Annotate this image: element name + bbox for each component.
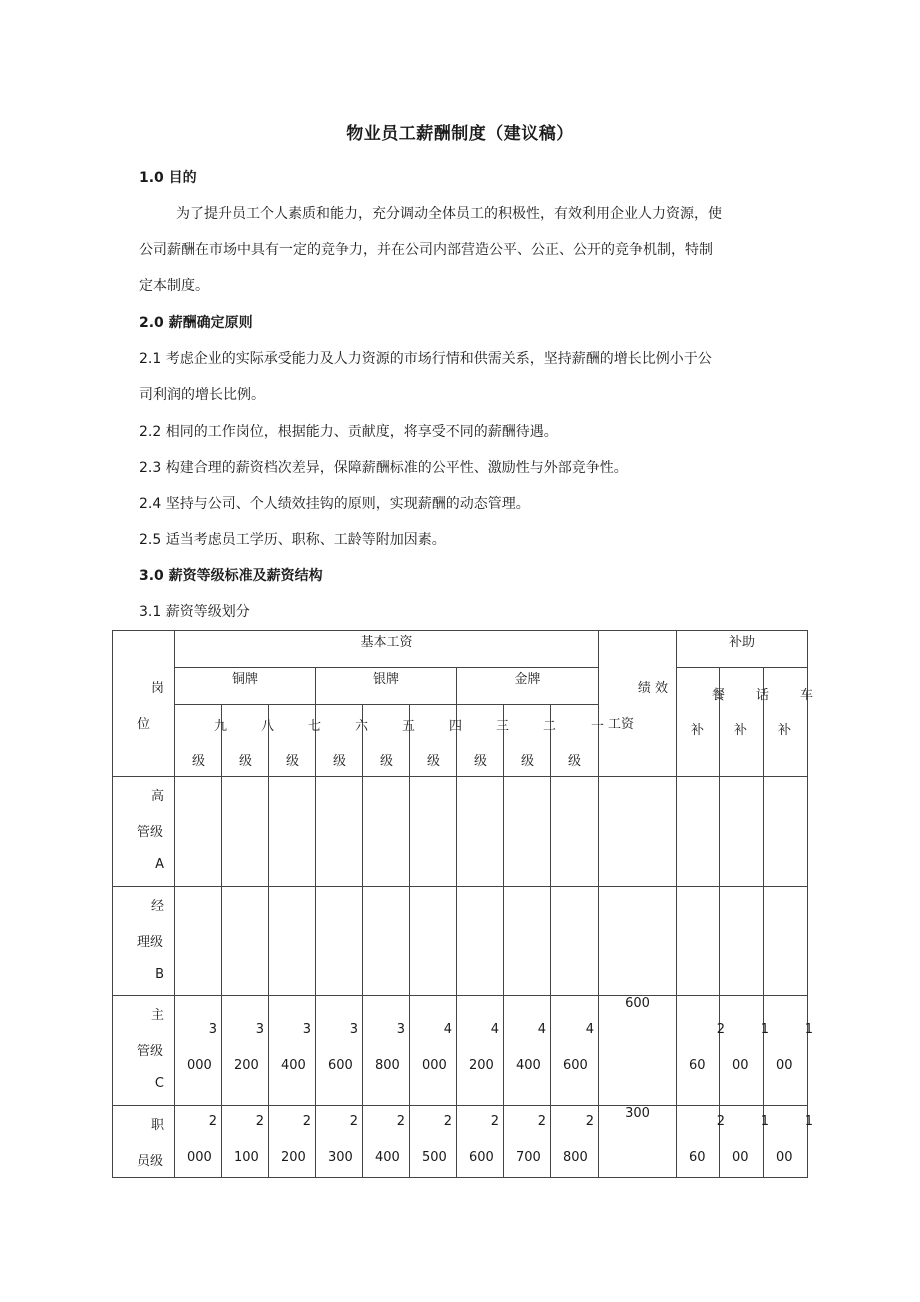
wage-cell [551, 777, 599, 887]
performance-value: 600 [625, 996, 650, 1011]
wage-value-high: 4 [537, 1022, 546, 1037]
grade-suffix: 级 [380, 754, 394, 769]
wage-cell [363, 996, 410, 1106]
wage-value-high: 2 [443, 1114, 452, 1129]
allowance-meal-top: 餐 [711, 688, 725, 703]
wage-value-low: 000 [422, 1058, 447, 1073]
table-row-manager [113, 887, 808, 996]
row-label-line: 理级 [137, 935, 164, 950]
wage-cell [551, 887, 599, 996]
allowance-value-low: 00 [732, 1058, 749, 1073]
grade-suffix: 级 [239, 754, 253, 769]
header-allowance [677, 631, 808, 668]
wage-value-low: 500 [422, 1150, 447, 1165]
allowance-value-low: 60 [689, 1150, 706, 1165]
wage-value-low: 800 [375, 1058, 400, 1073]
header-allowance-phone [720, 668, 769, 777]
wage-cell [269, 777, 316, 887]
allowance-value-high: 1 [804, 1114, 813, 1129]
header-performance-bottom: 工资 [608, 717, 635, 732]
wage-value-high: 3 [396, 1022, 405, 1037]
grade-header-cell [222, 705, 274, 777]
wage-value-high: 3 [255, 1022, 264, 1037]
wage-value-low: 400 [516, 1058, 541, 1073]
wage-value-high: 2 [302, 1114, 311, 1129]
allowance-transport-top: 车 [799, 688, 813, 703]
allowance-value-low: 00 [776, 1058, 793, 1073]
header-position [113, 631, 175, 777]
grade-header-cell [410, 705, 462, 777]
principle-2-2: 2.2 相同的工作岗位，根据能力、贡献度，将享受不同的薪酬待遇。 [139, 424, 558, 440]
allowance-meal-cell [677, 777, 720, 887]
principle-2-1-line-2: 司利润的增长比例。 [139, 387, 265, 403]
principle-2-5: 2.5 适当考虑员工学历、职称、工龄等附加因素。 [139, 532, 446, 548]
row-label-line: 高 [150, 789, 164, 804]
wage-value-high: 2 [396, 1114, 405, 1129]
header-basic-wage-label: 基本工资 [360, 635, 413, 650]
header-allowance-transport [764, 668, 813, 777]
grade-number: 五 [401, 719, 415, 734]
wage-value-low: 600 [469, 1150, 494, 1165]
wage-value-low: 200 [281, 1150, 306, 1165]
wage-cell [504, 887, 551, 996]
wage-cell [175, 996, 222, 1106]
wage-value-low: 000 [187, 1058, 212, 1073]
grade-suffix: 级 [286, 754, 300, 769]
allowance-transport-cell [764, 887, 808, 996]
wage-value-low: 400 [281, 1058, 306, 1073]
header-allowance-meal [677, 668, 725, 777]
wage-cell [410, 996, 457, 1106]
allowance-value-high: 1 [760, 1022, 769, 1037]
wage-cell [222, 1106, 269, 1178]
allowance-transport-cell [764, 996, 813, 1106]
row-label-line: 主 [150, 1008, 164, 1023]
performance-cell [599, 1106, 677, 1178]
wage-cell [316, 777, 363, 887]
wage-cell [410, 887, 457, 996]
grade-header-cell [504, 705, 556, 777]
wage-value-high: 4 [443, 1022, 452, 1037]
wage-value-low: 300 [328, 1150, 353, 1165]
allowance-transport-cell [764, 1106, 813, 1178]
wage-cell [269, 887, 316, 996]
allowance-value-high: 2 [716, 1022, 725, 1037]
wage-cell [504, 996, 551, 1106]
subsection-grade-division: 3.1 薪资等级划分 [139, 604, 250, 620]
salary-grade-table [112, 630, 813, 1178]
wage-value-low: 200 [234, 1058, 259, 1073]
allowance-phone-cell [720, 1106, 769, 1178]
grade-header-cell [457, 705, 509, 777]
wage-cell [504, 777, 551, 887]
grade-number: 八 [260, 719, 274, 734]
allowance-phone-cell [720, 996, 769, 1106]
wage-cell [316, 1106, 363, 1178]
allowance-transport-cell [764, 777, 808, 887]
wage-value-low: 800 [563, 1150, 588, 1165]
wage-value-high: 3 [208, 1022, 217, 1037]
grade-header-cell [363, 705, 415, 777]
wage-value-low: 400 [375, 1150, 400, 1165]
grade-suffix: 级 [474, 754, 488, 769]
wage-value-high: 2 [255, 1114, 264, 1129]
allowance-phone-cell [720, 777, 764, 887]
table-row-staff [113, 1106, 808, 1178]
purpose-line-1: 为了提升员工个人素质和能力，充分调动全体员工的积极性，有效利用企业人力资源，使 [176, 206, 722, 222]
wage-value-high: 2 [490, 1114, 499, 1129]
wage-cell [363, 777, 410, 887]
allowance-meal-cell [677, 1106, 725, 1178]
row-label-line: B [155, 967, 164, 982]
header-gold-label: 金牌 [514, 672, 541, 687]
performance-cell [599, 996, 677, 1106]
wage-cell [222, 887, 269, 996]
wage-value-high: 2 [208, 1114, 217, 1129]
grade-header-cell [551, 705, 604, 777]
row-label-line: 员级 [137, 1154, 164, 1169]
wage-cell [222, 777, 269, 887]
wage-value-low: 200 [469, 1058, 494, 1073]
principle-2-3: 2.3 构建合理的薪资档次差异，保障薪酬标准的公平性、激励性与外部竞争性。 [139, 460, 628, 476]
wage-cell [363, 887, 410, 996]
section-heading-salary-structure: 3.0 薪资等级标准及薪资结构 [139, 568, 323, 584]
wage-cell [457, 1106, 504, 1178]
grade-number: 二 [542, 719, 556, 734]
section-heading-purpose: 1.0 目的 [139, 170, 197, 186]
wage-cell [363, 1106, 410, 1178]
grade-number: 四 [448, 719, 462, 734]
wage-value-low: 600 [328, 1058, 353, 1073]
wage-cell [316, 887, 363, 996]
header-silver-label: 银牌 [372, 672, 399, 687]
header-basic-wage [175, 631, 599, 668]
row-label-line: C [154, 1076, 164, 1091]
row-label [113, 1106, 175, 1178]
performance-cell [599, 887, 677, 996]
allowance-meal-bottom: 补 [691, 723, 705, 738]
table-row-supervisor [113, 996, 808, 1106]
allowance-value-low: 00 [732, 1150, 749, 1165]
grade-suffix: 级 [427, 754, 441, 769]
grade-number: 六 [354, 719, 368, 734]
allowance-phone-bottom: 补 [734, 723, 748, 738]
wage-cell [269, 996, 316, 1106]
row-label-line: 管级 [137, 825, 164, 840]
row-label-line: 管级 [137, 1044, 164, 1059]
grade-suffix: 级 [568, 754, 582, 769]
allowance-meal-cell [677, 996, 725, 1106]
grade-suffix: 级 [192, 754, 206, 769]
principle-2-1-line-1: 2.1 考虑企业的实际承受能力及人力资源的市场行情和供需关系，坚持薪酬的增长比例小于公 [139, 351, 712, 367]
wage-cell [410, 1106, 457, 1178]
wage-value-high: 4 [585, 1022, 594, 1037]
header-silver [316, 668, 457, 705]
row-label-line: A [155, 857, 164, 872]
row-label-line: 经 [150, 899, 164, 914]
wage-value-low: 700 [516, 1150, 541, 1165]
grade-number: 七 [307, 719, 321, 734]
wage-cell [269, 1106, 316, 1178]
performance-cell [599, 777, 677, 887]
wage-value-high: 2 [349, 1114, 358, 1129]
wage-cell [457, 887, 504, 996]
performance-value: 300 [625, 1106, 650, 1121]
wage-cell [175, 777, 222, 887]
wage-value-low: 100 [234, 1150, 259, 1165]
wage-cell [457, 996, 504, 1106]
row-label [113, 887, 175, 996]
header-position-bottom: 位 [137, 717, 151, 732]
grade-suffix: 级 [333, 754, 347, 769]
wage-value-high: 4 [490, 1022, 499, 1037]
row-label [113, 777, 175, 887]
purpose-line-2: 公司薪酬在市场中具有一定的竞争力，并在公司内部营造公平、公正、公开的竞争机制，特制 [139, 242, 713, 258]
wage-cell [457, 777, 504, 887]
grade-header-cell [269, 705, 321, 777]
purpose-line-3: 定本制度。 [139, 278, 209, 294]
wage-cell [175, 1106, 222, 1178]
document-title: 物业员工薪酬制度（建议稿） [346, 124, 574, 144]
row-label [113, 996, 175, 1106]
header-performance-top: 绩 效 [637, 681, 668, 696]
grade-number: 一 [590, 719, 604, 734]
allowance-value-high: 1 [804, 1022, 813, 1037]
wage-cell [551, 996, 599, 1106]
allowance-value-low: 00 [776, 1150, 793, 1165]
wage-cell [316, 996, 363, 1106]
grade-header-cell [316, 705, 368, 777]
header-bronze [175, 668, 316, 705]
wage-value-high: 2 [537, 1114, 546, 1129]
wage-cell [410, 777, 457, 887]
section-heading-principles: 2.0 薪酬确定原则 [139, 315, 253, 331]
wage-value-high: 3 [302, 1022, 311, 1037]
header-allowance-label: 补助 [728, 635, 755, 650]
header-performance [599, 631, 677, 777]
grade-header-cell [175, 705, 227, 777]
header-bronze-label: 铜牌 [231, 672, 258, 687]
allowance-transport-bottom: 补 [778, 723, 792, 738]
wage-value-high: 2 [585, 1114, 594, 1129]
allowance-phone-cell [720, 887, 764, 996]
grade-number: 三 [495, 719, 509, 734]
wage-cell [504, 1106, 551, 1178]
header-gold [457, 668, 599, 705]
allowance-meal-cell [677, 887, 720, 996]
principle-2-4: 2.4 坚持与公司、个人绩效挂钩的原则，实现薪酬的动态管理。 [139, 496, 530, 512]
grade-number: 九 [213, 719, 227, 734]
allowance-value-high: 2 [716, 1114, 725, 1129]
wage-value-low: 600 [563, 1058, 588, 1073]
wage-cell [551, 1106, 599, 1178]
header-position-top: 岗 [150, 681, 164, 696]
grade-suffix: 级 [521, 754, 535, 769]
table-row-senior-management [113, 777, 808, 887]
wage-value-low: 000 [187, 1150, 212, 1165]
allowance-phone-top: 话 [755, 688, 769, 703]
allowance-value-high: 1 [760, 1114, 769, 1129]
wage-value-high: 3 [349, 1022, 358, 1037]
wage-cell [222, 996, 269, 1106]
row-label-line: 职 [150, 1118, 164, 1133]
allowance-value-low: 60 [689, 1058, 706, 1073]
wage-cell [175, 887, 222, 996]
